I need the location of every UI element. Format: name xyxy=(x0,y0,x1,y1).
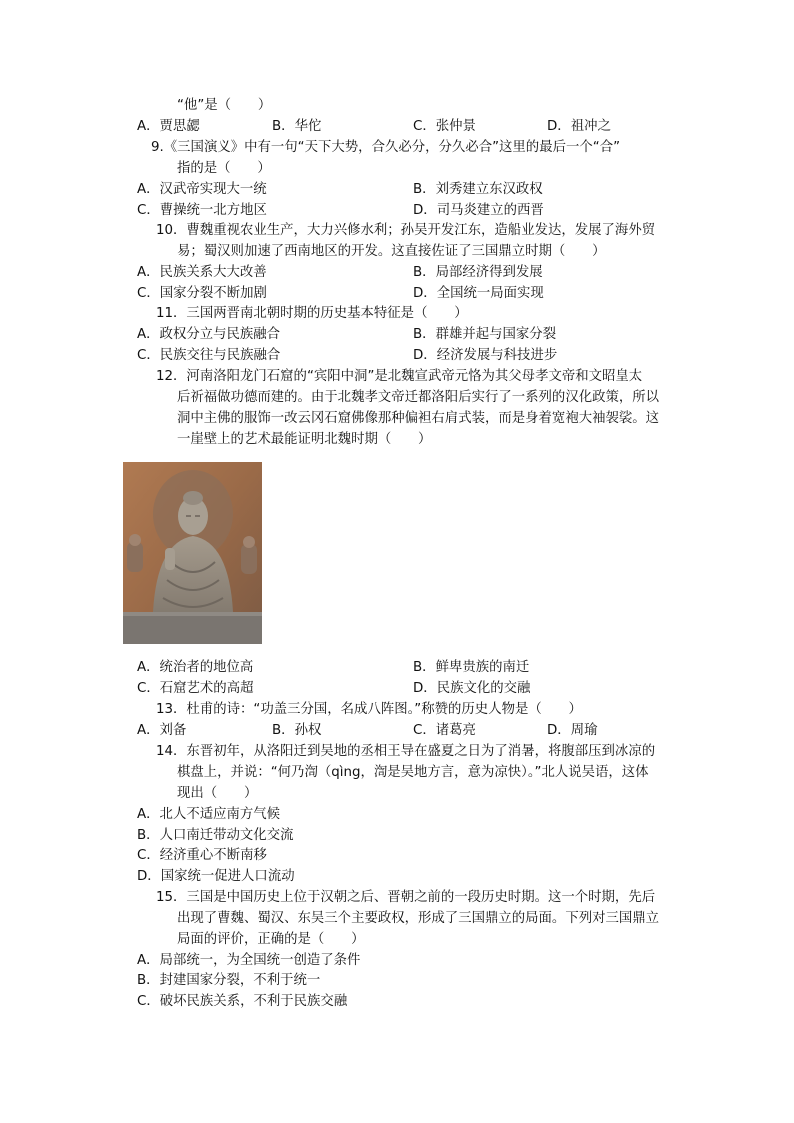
q12-option-a: A．统治者的地位高 xyxy=(137,660,254,675)
q10-stem-line-2: 易；蜀汉则加速了西南地区的开发。这直接佐证了三国鼎立时期（ ） xyxy=(177,244,606,259)
q8-option-c: C．张仲景 xyxy=(413,119,476,134)
q8-option-b: B．华佗 xyxy=(272,119,322,134)
q14-stem-line-3: 现出（ ） xyxy=(177,786,258,801)
q14-stem-line-1: 14．东晋初年，从洛阳迁到吴地的丞相王导在盛夏之日为了消暑，将腹部压到冰凉的 xyxy=(156,744,656,759)
q15-stem-line-2: 出现了曹魏、蜀汉、东吴三个主要政权，形成了三国鼎立的局面。下列对三国鼎立 xyxy=(177,911,660,926)
q14-option-a: A．北人不适应南方气候 xyxy=(137,807,281,822)
q15-option-c: C．破坏民族关系，不利于民族交融 xyxy=(137,994,348,1009)
q15-option-b: B．封建国家分裂，不利于统一 xyxy=(137,973,321,988)
q9-option-c: C．曹操统一北方地区 xyxy=(137,203,267,218)
q11-option-a: A．政权分立与民族融合 xyxy=(137,327,281,342)
q12-stem-line-2: 后祈福做功德而建的。由于北魏孝文帝迁都洛阳后实行了一系列的汉化政策，所以 xyxy=(177,390,660,405)
q12-stem-line-4: 一崖壁上的艺术最能证明北魏时期（ ） xyxy=(177,432,432,447)
q14-option-c: C．经济重心不断南移 xyxy=(137,848,267,863)
q15-option-a: A．局部统一，为全国统一创造了条件 xyxy=(137,953,361,968)
q10-stem-line-1: 10．曹魏重视农业生产，大力兴修水利；孙吴开发江东，造船业发达，发展了海外贸 xyxy=(156,223,656,238)
q15-stem-line-3: 局面的评价，正确的是（ ） xyxy=(177,932,365,947)
q12-stem-line-3: 洞中主佛的服饰一改云冈石窟佛像那种偏袒右肩式装，而是身着宽袍大袖袈裟。这 xyxy=(177,411,660,426)
q8-option-d: D．祖冲之 xyxy=(547,119,611,134)
q11-stem: 11．三国两晋南北朝时期的历史基本特征是（ ） xyxy=(156,306,468,321)
q11-option-d: D．经济发展与科技进步 xyxy=(413,348,558,363)
q11-option-b: B．群雄并起与国家分裂 xyxy=(413,327,557,342)
q9-option-a: A．汉武帝实现大一统 xyxy=(137,182,267,197)
q15-stem-line-1: 15．三国是中国历史上位于汉朝之后、晋朝之前的一段历史时期。这一个时期，先后 xyxy=(156,890,656,905)
q11-option-c: C．民族交往与民族融合 xyxy=(137,348,281,363)
q8-stem: “他”是（ ） xyxy=(177,98,272,113)
q9-option-d: D．司马炎建立的西晋 xyxy=(413,203,544,218)
q14-option-d: D．国家统一促进人口流动 xyxy=(137,869,295,884)
q13-option-a: A．刘备 xyxy=(137,723,187,738)
q13-option-d: D．周瑜 xyxy=(547,723,598,738)
q9-option-b: B．刘秀建立东汉政权 xyxy=(413,182,543,197)
q13-option-b: B．孙权 xyxy=(272,723,322,738)
q9-stem-line-1: 9.《三国演义》中有一句“天下大势，合久必分，分久必合”这里的最后一个“合” xyxy=(151,140,621,155)
q10-option-a: A．民族关系大大改善 xyxy=(137,265,267,280)
q12-option-b: B．鲜卑贵族的南迁 xyxy=(413,660,530,675)
q12-option-d: D．民族文化的交融 xyxy=(413,681,531,696)
q12-option-c: C．石窟艺术的高超 xyxy=(137,681,254,696)
q13-option-c: C．诸葛亮 xyxy=(413,723,476,738)
q14-stem-line-2: 棋盘上，并说：“何乃渹（qìng，渹是吴地方言，意为凉快）。”北人说吴语，这体 xyxy=(177,765,649,780)
q10-option-c: C．国家分裂不断加剧 xyxy=(137,286,267,301)
q14-option-b: B．人口南迁带动文化交流 xyxy=(137,828,294,843)
q12-stem-line-1: 12．河南洛阳龙门石窟的“宾阳中洞”是北魏宣武帝元恪为其父母孝文帝和文昭皇太 xyxy=(156,369,643,384)
q10-option-b: B．局部经济得到发展 xyxy=(413,265,543,280)
q10-option-d: D．全国统一局面实现 xyxy=(413,286,544,301)
q13-stem: 13．杜甫的诗：“功盖三分国，名成八阵图。”称赞的历史人物是（ ） xyxy=(156,702,582,717)
q9-stem-line-2: 指的是（ ） xyxy=(177,161,271,176)
buddha-statue-photo xyxy=(123,462,262,644)
q8-option-a: A．贾思勰 xyxy=(137,119,200,134)
